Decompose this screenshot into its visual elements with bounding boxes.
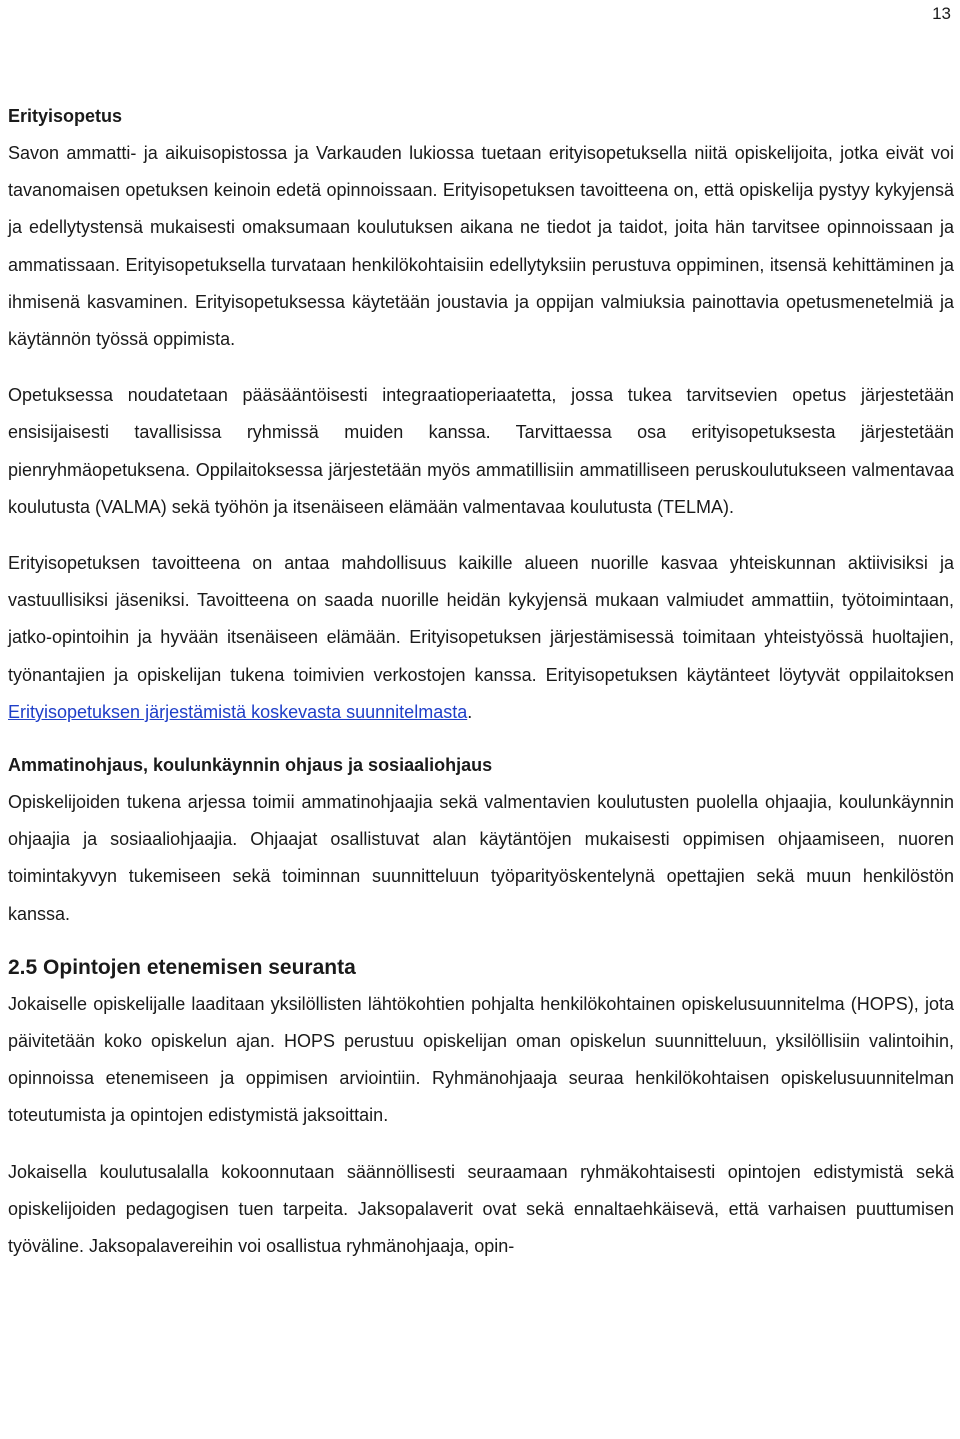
section-heading-erityisopetus: Erityisopetus (8, 106, 123, 126)
paragraph: Jokaisella koulutusalalla kokoonnutaan säännöllisesti seuraamaan ryhmäkohtaisesti opintojen edistymistä sekä opiskelijoiden pedagogisen tuen tarpeita. Jaksopalaverit ovat sekä ennaltaehkäisevä, että varhaisen puuttumisen työväline. Jaksopalavereihin voi osallistua ryhmänohjaaja, opin- (8, 1161, 954, 1257)
paragraph-end: . (467, 701, 473, 722)
paragraph: Jokaiselle opiskelijalle laaditaan yksilöllisten lähtökohtien pohjalta henkilökohtainen opiskelusuunnitelma (HOPS), jota päivitetään koko opiskelun ajan. HOPS perustuu opiskelijan oman opiskelun suunnitteluun, yksilöllisiin valintoihin, opinnoissa etenemiseen ja oppimisen arviointiin. Ryhmänohjaaja seuraa henkilökohtaisen opiskelusuunnitelman toteutumista ja opintojen edistymistä jaksoittain. (8, 993, 954, 1126)
section-heading-ohjaus: Ammatinohjaus, koulunkäynnin ohjaus ja sosiaaliohjaus (8, 755, 493, 776)
document-body (8, 98, 954, 1265)
paragraph-text: Erityisopetuksen tavoitteena on antaa mahdollisuus kaikille alueen nuorille kasvaa yhteiskunnan aktiivisiksi ja vastuullisiksi jäseniksi. Tavoitteena on saada nuorille heidän kykyjensä mukaan valmiudet ammattiin, työtoimintaan, jatko-opintoihin ja hyvään itsenäiseen elämään. Erityisopetuksen järjestämisessä toimitaan yhteistyössä huoltajien, työnantajien ja opiskelijan tukena toimivien verkostojen kanssa. Erityisopetuksen käytänteet löytyvät oppilaitoksen (8, 553, 954, 685)
section-heading-seuranta: 2.5 Opintojen etenemisen seuranta (8, 955, 356, 979)
paragraph: Opetuksessa noudatetaan pääsääntöisesti integraatioperiaatetta, jossa tukea tarvitsevien opetus järjestetään ensisijaisesti tavallisissa ryhmissä muiden kanssa. Tarvittaessa osa erityisopetuksesta järjestetään pienryhmäopetuksena. Oppilaitoksessa järjestetään myös ammatillisiin ammatilliseen peruskoulutukseen valmentavaa koulutusta (VALMA) sekä työhön ja itsenäiseen elämään valmentavaa koulutusta (TELMA). (8, 385, 954, 517)
page-number: 13 (932, 4, 951, 23)
special-education-plan-link[interactable]: Erityisopetuksen järjestämistä koskevasta suunnitelmasta (8, 701, 468, 722)
paragraph: Opiskelijoiden tukena arjessa toimii ammatinohjaajia sekä valmentavien koulutusten puolella ohjaajia, koulunkäynnin ohjaajia ja sosiaaliohjaajia. Ohjaajat osallistuvat alan käytäntöjen mukaisesti oppimisen ohjaamiseen, nuoren toimintakyvyn tukemiseen sekä toiminnan suunnitteluun työparityöskentelynä opettajien sekä muun henkilöstön kanssa. (8, 792, 954, 924)
paragraph: Savon ammatti- ja aikuisopistossa ja Varkauden lukiossa tuetaan erityisopetuksella niitä opiskelijoita, jotka eivät voi tavanomaisen opetuksen keinoin edetä opinnoissaan. Erityisopetuksen tavoitteena on, että opiskelija pystyy kykyjensä ja edellytystensä mukaisesti omaksumaan koulutuksen aikana ne tiedot ja taidot, joita hän tarvitsee opinnoissaan ja ammatissaan. Erityisopetuksella turvataan henkilökohtaisiin edellytyksiin perustuva oppiminen, itsensä kehittäminen ja ihmisenä kasvaminen. Erityisopetuksessa käytetään joustavia ja oppijan valmiuksia painottavia opetusmenetelmiä ja käytännön työssä oppimista. (8, 143, 954, 350)
paragraph (8, 545, 954, 731)
